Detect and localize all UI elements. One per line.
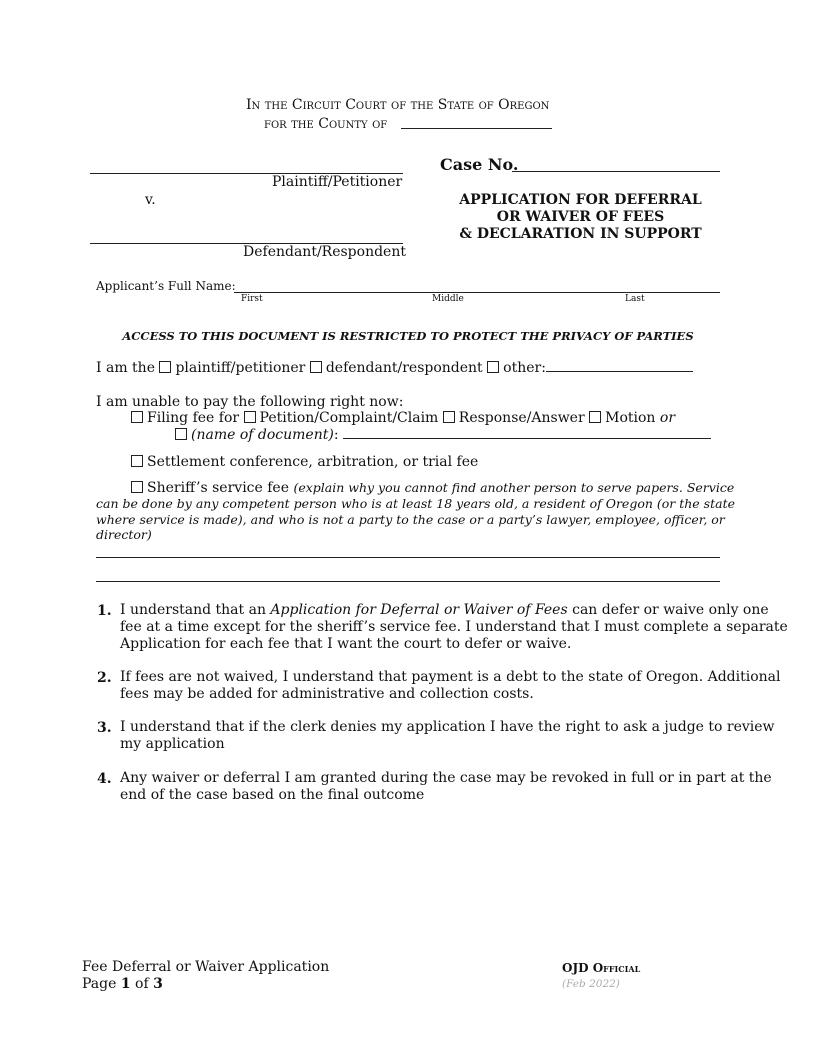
court-heading-line2: for the County of	[264, 116, 388, 132]
settlement-row	[131, 454, 478, 470]
or-label: or	[659, 410, 676, 426]
first-name-caption: First	[241, 294, 263, 304]
defendant-label: Defendant/Respondent	[243, 244, 406, 260]
last-name-caption: Last	[625, 294, 645, 304]
settlement-label: Settlement conference, arbitration, or trial fee	[147, 454, 479, 470]
applicant-name-label: Applicant’s Full Name:	[96, 279, 236, 293]
sheriff-label: Sheriff’s service fee	[147, 480, 290, 496]
county-blank[interactable]	[401, 128, 552, 129]
case-number-label: Case No.	[440, 155, 519, 174]
document-title: APPLICATION FOR DEFERRAL OR WAIVER OF FEES & DECLARATION IN SUPPORT	[459, 192, 702, 242]
middle-name-caption: Middle	[432, 294, 464, 304]
footer-form-name: Fee Deferral or Waiver Application	[82, 959, 330, 975]
defendant-checkbox[interactable]	[310, 361, 322, 373]
settlement-checkbox[interactable]	[131, 455, 143, 467]
other-checkbox[interactable]	[487, 361, 499, 373]
role-prefix: I am the	[96, 360, 155, 376]
response-label: Response/Answer	[458, 410, 585, 426]
footer-page-number: Page 1 of 3	[82, 976, 163, 992]
motion-checkbox[interactable]	[589, 411, 601, 423]
motion-label: Motion	[605, 410, 656, 426]
petition-checkbox[interactable]	[244, 411, 256, 423]
defendant-option-label: defendant/respondent	[325, 360, 483, 376]
sheriff-explanation-line-2[interactable]	[96, 581, 720, 582]
plaintiff-option-label: plaintiff/petitioner	[175, 360, 306, 376]
response-checkbox[interactable]	[443, 411, 455, 423]
sheriff-checkbox[interactable]	[131, 481, 143, 493]
applicant-name-field[interactable]	[234, 292, 720, 293]
plaintiff-checkbox[interactable]	[159, 361, 171, 373]
sheriff-note-line1: (explain why you cannot find another person to serve papers. Service	[293, 480, 735, 495]
other-option-label: other:	[503, 360, 546, 376]
footer-ojd-official: OJD Official	[562, 961, 641, 975]
document-name-field[interactable]	[343, 427, 711, 439]
name-of-document-label: (name of document)	[191, 427, 334, 443]
other-role-field[interactable]	[546, 360, 693, 372]
privacy-notice: ACCESS TO THIS DOCUMENT IS RESTRICTED TO PROTECT THE PRIVACY OF PARTIES	[122, 329, 694, 343]
sheriff-explanation-line-1[interactable]	[96, 557, 720, 558]
sheriff-row	[131, 480, 734, 496]
versus-label: v.	[145, 192, 156, 208]
case-number-field[interactable]	[512, 171, 720, 172]
sheriff-note: can be done by any competent person who is at least 18 years old, a resident of Oregon (or the state where service is made), and who is not a party to the case or a party’s lawyer, employee, officer, or director)	[96, 496, 735, 542]
role-selection	[96, 360, 693, 376]
court-heading-line1: In the Circuit Court of the State of Oregon	[246, 97, 550, 113]
other-document-checkbox[interactable]	[175, 428, 187, 440]
plaintiff-label: Plaintiff/Petitioner	[272, 174, 403, 190]
footer-revision-date: (Feb 2022)	[562, 978, 620, 990]
filing-fee-row	[131, 410, 675, 426]
filing-fee-checkbox[interactable]	[131, 411, 143, 423]
fees-intro: I am unable to pay the following right now:	[96, 394, 404, 410]
other-document-row: (name of document):	[175, 427, 711, 443]
filing-fee-label: Filing fee for	[147, 410, 240, 426]
petition-label: Petition/Complaint/Claim	[259, 410, 439, 426]
